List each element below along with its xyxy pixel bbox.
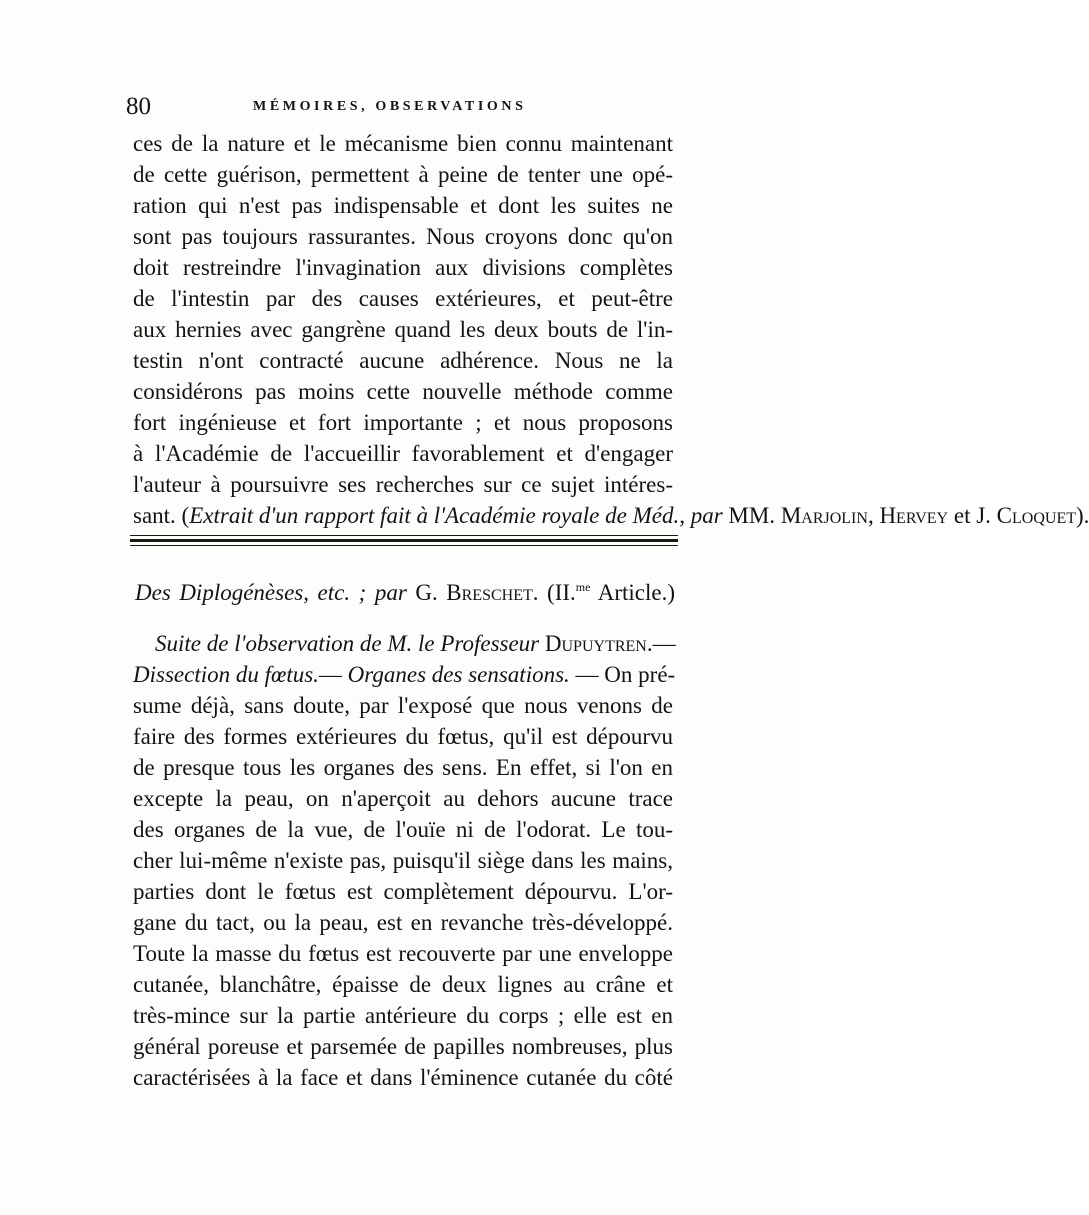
divider-rule xyxy=(130,545,678,546)
citation-mm: MM. xyxy=(722,503,781,528)
text-line: de cette guérison, permettent à peine de tenter une opé- xyxy=(133,162,673,187)
text-line: gane du tact, ou la peau, est en revanche très-développé. xyxy=(133,910,673,935)
text-line: l'auteur à poursuivre ses recherches sur ce sujet intéres- xyxy=(133,472,673,497)
author-cloquet: Cloquet xyxy=(996,503,1076,528)
report-conclusion xyxy=(133,128,1089,531)
citation-sep: et J. xyxy=(948,503,997,528)
text-line: très-mince sur la partie antérieure du corps ; elle est en xyxy=(133,1003,673,1028)
text-line: cher lui-même n'existe pas, puisqu'il siège dans les mains, xyxy=(133,848,673,873)
article-number: . (II. xyxy=(532,580,576,605)
text-line: général poreuse et parsemée de papilles nombreuses, plus xyxy=(133,1034,673,1059)
citation-sep: , xyxy=(867,503,880,528)
text-line: de l'intestin par des causes extérieures, et peut-être xyxy=(133,286,673,311)
body-heading-part: Organes des sensations. xyxy=(347,662,570,687)
citation-start: sant. ( xyxy=(133,503,190,528)
text-line: de presque tous les organes des sens. En effet, si l'on en xyxy=(133,755,673,780)
section-divider xyxy=(130,535,678,555)
divider-rule xyxy=(130,535,678,536)
text-line: doit restreindre l'invagination aux divisions complètes xyxy=(133,255,673,280)
body-dash: — xyxy=(318,662,348,687)
text-line: aux hernies avec gangrène quand les deux bouts de l'in- xyxy=(133,317,673,342)
text-line: des organes de la vue, de l'ouïe ni de l'odorat. Le tou- xyxy=(133,817,673,842)
text-line: considérons pas moins cette nouvelle méthode comme xyxy=(133,379,673,404)
text-line: ces de la nature et le mécanisme bien connu maintenant xyxy=(133,131,673,156)
text-line: fort ingénieuse et fort importante ; et nous proposons xyxy=(133,410,673,435)
body-text: — On pré- xyxy=(569,662,676,687)
body-dash: .— xyxy=(646,631,676,656)
article-number-sup: me xyxy=(575,580,591,594)
text-line: testin n'ont contracté aucune adhérence. Nous ne la xyxy=(133,348,673,373)
citation-end: ). xyxy=(1076,503,1089,528)
article-title-text: Des Diplogénèses, etc. ; xyxy=(135,580,367,605)
article-author: Breschet xyxy=(446,580,533,605)
text-line: caractérisées à la face et dans l'éminence cutanée du côté xyxy=(133,1065,673,1090)
text-line: excepte la peau, on n'aperçoit au dehors aucune trace xyxy=(133,786,673,811)
author-dupuytren: Dupuytren xyxy=(544,631,647,656)
text-line: sont pas toujours rassurantes. Nous croyons donc qu'on xyxy=(133,224,673,249)
text-line: Toute la masse du fœtus est recouverte par une enveloppe xyxy=(133,941,673,966)
author-hervey: Hervey xyxy=(879,503,949,528)
page-header xyxy=(126,93,686,121)
citation-source: Extrait d'un rapport fait à l'Académie royale de Méd., xyxy=(189,503,685,528)
citation-par: par xyxy=(690,503,723,528)
body-heading-part: Suite de l'observation de M. le Professeur xyxy=(155,631,540,656)
author-marjolin: Marjolin xyxy=(780,503,868,528)
body-heading-part: Dissection du fœtus. xyxy=(133,662,319,687)
text-line: ration qui n'est pas indispensable et dont les suites ne xyxy=(133,193,673,218)
text-line xyxy=(133,659,676,690)
divider-rule xyxy=(130,539,678,542)
text-line: sume déjà, sans doute, par l'exposé que nous venons de xyxy=(133,693,673,718)
text-line: parties dont le fœtus est complètement dépourvu. L'or- xyxy=(133,879,673,904)
article-title-par: par xyxy=(366,580,407,605)
article-title xyxy=(135,576,675,610)
article-label: Article.) xyxy=(590,580,675,605)
text-line: à l'Académie de l'accueillir favorablement et d'engager xyxy=(133,441,673,466)
article-body xyxy=(133,628,676,1093)
text-line xyxy=(133,628,676,659)
running-head: MÉMOIRES, OBSERVATIONS xyxy=(253,99,527,114)
text-line: cutanée, blanchâtre, épaisse de deux lignes au crâne et xyxy=(133,972,673,997)
text-line: faire des formes extérieures du fœtus, qu'il est dépourvu xyxy=(133,724,673,749)
report-citation-line xyxy=(133,500,1089,531)
article-author-initial: G. xyxy=(406,580,447,605)
page-number: 80 xyxy=(126,93,151,120)
